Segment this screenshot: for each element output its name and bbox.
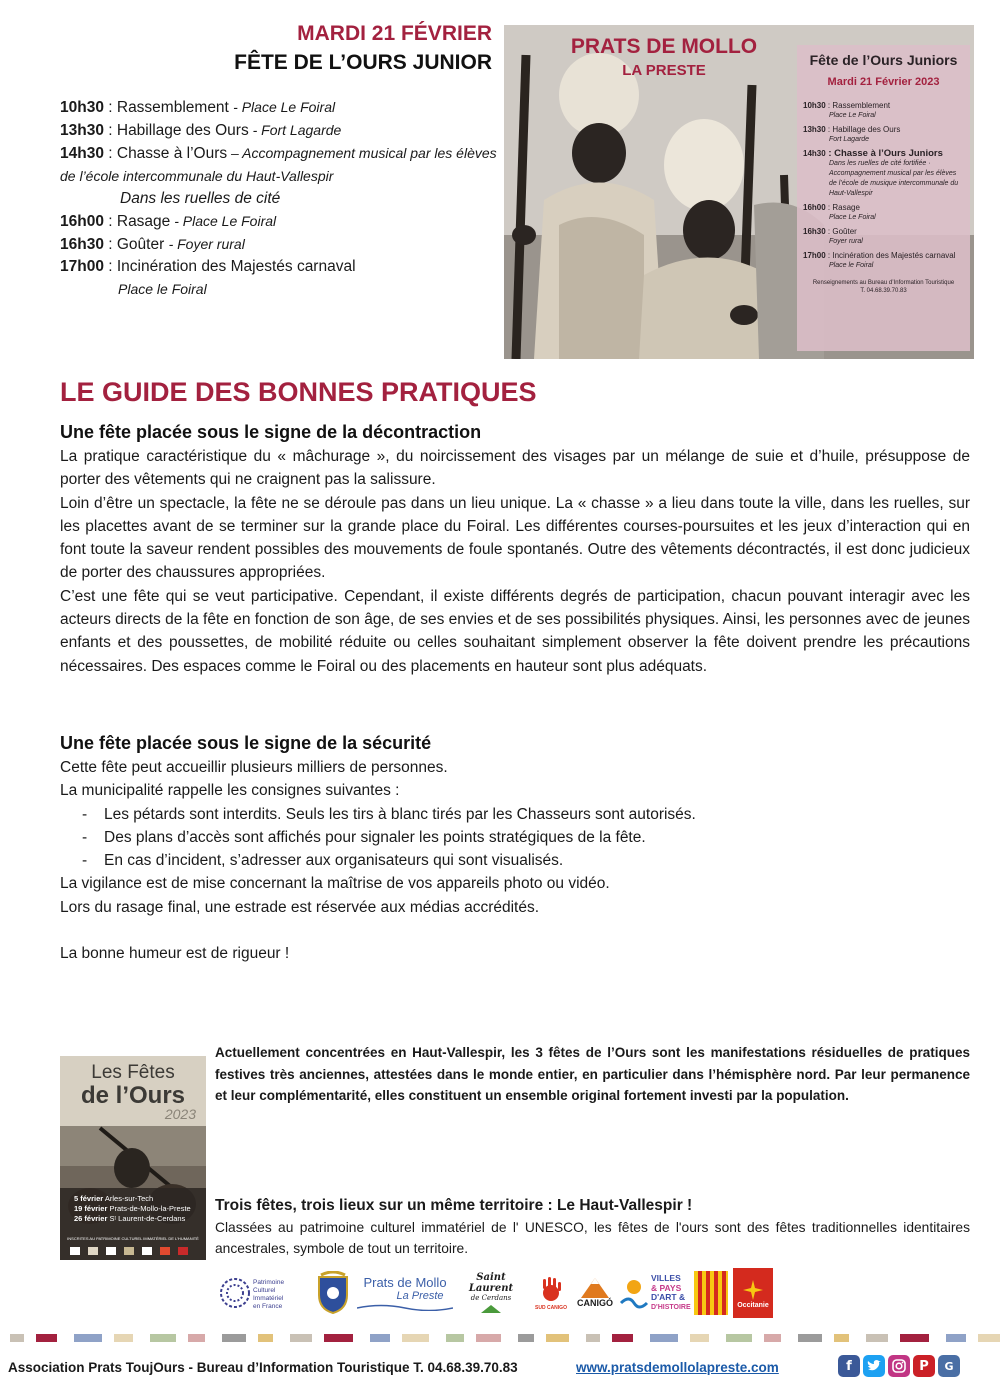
- logo-mediterranee: [619, 1268, 649, 1318]
- google-icon[interactable]: G: [938, 1355, 960, 1377]
- stripe-block: [518, 1334, 534, 1342]
- schedule-label: : Habillage des Ours: [103, 122, 249, 139]
- paragraph: La pratique caractéristique du « mâchurage », du noircissement des visages par un mélange de suie et d’huile, présuppose de porter des vêtements qui ne craignent pas la salissure.: [60, 448, 970, 489]
- poster-row-time: 13h30: [803, 125, 826, 134]
- villes-line4: D'HISTOIRE: [651, 1303, 691, 1311]
- book-place: Sᵗ Laurent-de-Cerdans: [107, 1214, 186, 1223]
- paragraph: Cette fête peut accueillir plusieurs milliers de personnes.: [60, 759, 448, 776]
- poster-row-time: 14h30: [803, 149, 826, 158]
- saint-laurent-line1: Saint: [476, 1271, 506, 1283]
- schedule-time: 10h30: [60, 99, 104, 116]
- schedule-item: [60, 210, 500, 233]
- poster-brand: [544, 33, 784, 81]
- rule-text: En cas d’incident, s’adresser aux organisateurs qui sont visualisés.: [104, 852, 564, 870]
- mountain-icon: [581, 1278, 609, 1298]
- stripe-block: [764, 1334, 781, 1342]
- logo-canigo: [573, 1268, 617, 1318]
- poster-brand-line1: PRATS DE MOLLO: [570, 35, 758, 58]
- poster-card-row: [803, 251, 964, 271]
- stripe-block: [834, 1334, 849, 1342]
- schedule-time: 14h30: [60, 145, 104, 162]
- logo-prats-de-mollo: [355, 1268, 455, 1318]
- paragraph: La vigilance est de mise concernant la maîtrise de vos appareils photo ou vidéo.: [60, 875, 610, 893]
- book-footer: INSCRITES AU PATRIMOINE CULTUREL IMMATÉRIEL DE L’HUMANITÉ: [67, 1236, 199, 1241]
- poster-card-row: [803, 101, 964, 121]
- catalan-stripes-icon: [694, 1271, 728, 1315]
- book-place: Prats-de-Mollo-la-Preste: [107, 1204, 191, 1213]
- sun-wave-icon: [619, 1273, 649, 1313]
- stripe-block: [10, 1334, 24, 1342]
- schedule-label: : Chasse à l’Ours: [103, 145, 228, 162]
- instagram-icon[interactable]: [888, 1355, 910, 1377]
- pci-text-2: Culturel: [253, 1287, 276, 1294]
- stripe-block: [74, 1334, 102, 1342]
- schedule-header: [234, 20, 492, 78]
- schedule-place: - Foyer rural: [168, 236, 245, 252]
- rule-text: Des plans d’accès sont affichés pour signaler les points stratégiques de la fête.: [104, 828, 646, 846]
- stripe-block: [402, 1334, 429, 1342]
- schedule-place: - Place Le Foiral: [233, 99, 336, 115]
- partner-logos: [215, 1268, 973, 1318]
- website-link[interactable]: www.pratsdemollolapreste.com: [576, 1360, 779, 1375]
- poster-card-row: [803, 125, 964, 145]
- schedule-item: [60, 256, 500, 278]
- stripe-block: [150, 1334, 176, 1342]
- rule-bullet: - Des plans d’accès sont affichés pour signaler les points stratégiques de la fête.: [82, 828, 646, 846]
- section-securite-body: [60, 756, 970, 965]
- poster-row-label: : Goûter: [825, 227, 857, 236]
- prats-logo-wave-icon: [357, 1303, 453, 1311]
- twitter-icon[interactable]: [863, 1355, 885, 1377]
- poster-program-card: [797, 45, 970, 351]
- occitan-cross-icon: [741, 1278, 765, 1302]
- schedule-sub: Dans les ruelles de cité: [120, 190, 281, 207]
- facebook-icon[interactable]: f: [838, 1355, 860, 1377]
- stripe-block: [866, 1334, 888, 1342]
- schedule-time: 16h30: [60, 236, 104, 253]
- logo-villes-pays-art-histoire: [651, 1268, 691, 1318]
- paragraph: Loin d’être un spectacle, la fête ne se déroule pas dans un lieu unique. La « chasse » a lieu dans toute la ville, dans les ruelles, sur les placettes avant de se terminer sur la grande place du Foiral. Les différentes courses-poursuites et les jeux d’interaction qui en font toute la saveur rendent possibles des mouvements de foule spontanés. Outre des vêtements décontractés, il est donc judicieux de porter des chaussures appropriées.: [60, 494, 970, 582]
- pci-text-1: Patrimoine: [253, 1279, 285, 1286]
- intro-paragraph: Actuellement concentrées en Haut-Vallespir, les 3 fêtes de l’Ours sont les manifestations résiduelles de pratiques festives très anciennes, attestées dans le monde entier, en particulier dans l’hémisphère nord. Par leur permanence et leur complémentarité, elles constituent un ensemble original fortement investi par la population.: [215, 1045, 970, 1103]
- schedule-label: : Rasage: [103, 213, 171, 230]
- schedule-item: [60, 142, 500, 188]
- poster-row-time: 17h00: [803, 251, 826, 260]
- schedule-place: - Place Le Foiral: [170, 213, 277, 229]
- schedule-list: [60, 96, 500, 300]
- book-title-line2: de l’Ours: [80, 1082, 186, 1109]
- stripe-block: [798, 1334, 822, 1342]
- guide-heading: LE GUIDE DES BONNES PRATIQUES: [60, 377, 537, 407]
- poster-row-label: : Chasse à l’Ours Juniors: [825, 148, 943, 159]
- poster-brand-line2: LA PRESTE: [622, 62, 706, 79]
- pinterest-icon[interactable]: P: [913, 1355, 935, 1377]
- logo-patrimoine-culturel-immateriel: [215, 1268, 310, 1318]
- poster-card-rows: [803, 101, 964, 271]
- poster-row-label: : Incinération des Majestés carnaval: [825, 251, 956, 260]
- poster-card-row: [803, 227, 964, 247]
- schedule-label: : Incinération des Majestés carnaval: [103, 258, 356, 275]
- schedule-title: FÊTE DE L’OURS JUNIOR: [234, 51, 492, 74]
- poster-row-sub: Place Le Foiral: [829, 112, 876, 119]
- book-date: 19 février: [74, 1204, 108, 1213]
- logo-saint-laurent-de-cerdans: [455, 1268, 527, 1318]
- stripe-block: [650, 1334, 678, 1342]
- pci-emblem-icon: [215, 1270, 310, 1316]
- stripe-block: [188, 1334, 205, 1342]
- poster-row-sub: Place Le Foiral: [829, 214, 876, 221]
- villes-line2: & PAYS: [651, 1282, 682, 1293]
- poster-row-label: : Rassemblement: [825, 101, 891, 110]
- occitanie-text: Occitanie: [737, 1301, 769, 1309]
- villes-line3: D'ART &: [651, 1292, 686, 1302]
- paragraph: La municipalité rappelle les consignes suivantes :: [60, 782, 400, 800]
- poster-footer-line1: Renseignements au Bureau d’Information Touristique: [812, 280, 955, 286]
- stripe-block: [222, 1334, 246, 1342]
- book-date: 26 février: [74, 1214, 108, 1223]
- stripe-block: [690, 1334, 709, 1342]
- section-title-decontraction: Une fête placée sous le signe de la décontraction: [60, 422, 482, 442]
- social-icons: [838, 1355, 960, 1381]
- hand-print-icon: [536, 1275, 566, 1305]
- book-date-row: [74, 1194, 191, 1204]
- saint-laurent-leaf-icon: [479, 1303, 503, 1315]
- book-partner-logos: [66, 1246, 200, 1256]
- stripe-block: [446, 1334, 464, 1342]
- stripe-block: [36, 1334, 57, 1342]
- saint-laurent-line2: Laurent: [468, 1282, 514, 1294]
- stripe-block: [114, 1334, 133, 1342]
- decorative-color-stripe: [0, 1333, 1000, 1343]
- pci-text-4: en France: [253, 1303, 283, 1310]
- paragraph: C’est une fête qui se veut participative. Cependant, il existe différents degrés de participation, chacun pouvant interagir avec les acteurs directs de la fête en fonction de son âge, de ses envies et de ses possibilités physiques. Ainsi, les personnes avec de jeunes enfants et des poussettes, de mobilité réduite ou celles souhaitant simplement observer la fête doivent prendre les précautions nécessaires. Des espaces comme le Foiral ou des placements en hauteur sont plus adéquats.: [60, 587, 970, 675]
- rule-bullet: - En cas d’incident, s’adresser aux organisateurs qui sont visualisés.: [82, 852, 564, 870]
- closing-line: La bonne humeur est de rigueur !: [60, 945, 290, 963]
- schedule-item: [60, 233, 500, 256]
- book-title-line1: Les Fêtes: [91, 1062, 175, 1083]
- poster-row-sub: Foyer rural: [829, 238, 863, 245]
- stripe-block: [290, 1334, 312, 1342]
- section-decontraction-body: [60, 445, 970, 678]
- schedule-label: : Goûter: [103, 236, 169, 253]
- poster-card-date: Mardi 21 Février 2023: [827, 76, 940, 88]
- logo-prats-coat-of-arms: [315, 1268, 351, 1318]
- stripe-block: [324, 1334, 353, 1342]
- logo-pyrenees-orientales: [693, 1268, 729, 1318]
- poster-card-row: [803, 203, 964, 223]
- stripe-block: [476, 1334, 501, 1342]
- stripe-block: [546, 1334, 569, 1342]
- book-place: Arles-sur-Tech: [103, 1194, 154, 1203]
- logo-sud-canigo: [533, 1268, 569, 1318]
- schedule-place: – Accompagnement musical par les élèves de l’école intercommunale du Haut-Vallespir: [60, 145, 497, 184]
- poster-row-time: 16h00: [803, 203, 826, 212]
- footer-association: Association Prats ToujOurs - Bureau d’Information Touristique T. 04.68.39.70.83: [8, 1360, 518, 1375]
- schedule-date: MARDI 21 FÉVRIER: [297, 22, 492, 45]
- poster-row-label: : Rasage: [825, 203, 860, 212]
- poster-row-time: 10h30: [803, 101, 826, 110]
- stripe-block: [946, 1334, 966, 1342]
- poster-row-time: 16h30: [803, 227, 826, 236]
- book-year: 2023: [164, 1106, 196, 1122]
- villes-line1: VILLES: [651, 1273, 681, 1283]
- schedule-item: [60, 96, 500, 119]
- schedule-item: [60, 119, 500, 142]
- paragraph: Lors du rasage final, une estrade est réservée aux médias accrédités.: [60, 898, 540, 916]
- book-date: 5 février: [74, 1194, 104, 1203]
- stripe-block: [612, 1334, 633, 1342]
- schedule-place: - Fort Lagarde: [248, 122, 342, 138]
- poster-card-row: [803, 149, 964, 199]
- poster-card-title: Fête de l’Ours Juniors: [809, 52, 958, 68]
- prats-logo-line1: Prats de Mollo: [363, 1275, 447, 1290]
- logo-occitanie: [733, 1268, 773, 1318]
- saint-laurent-line3: de Cerdans: [470, 1293, 512, 1302]
- poster-row-sub: Dans les ruelles de cité fortifiée · Accompagnement musical par les élèves de l’école de musique intercommunale du Haut-Vallespir: [829, 160, 959, 197]
- schedule-label: : Rassemblement: [103, 99, 234, 116]
- stripe-block: [370, 1334, 390, 1342]
- poster-footer-line2: T. 04.68.39.70.83: [860, 288, 907, 294]
- prats-logo-line2: La Preste: [396, 1290, 444, 1302]
- schedule-time: 17h00: [60, 258, 104, 275]
- book-date-row: [74, 1214, 191, 1224]
- canigo-text: CANIGÓ: [577, 1298, 613, 1308]
- book-dates: [74, 1194, 191, 1224]
- rule-bullet: - Les pétards sont interdits. Seuls les tirs à blanc tirés par les Chasseurs sont autorisés.: [82, 805, 696, 823]
- stripe-block: [258, 1334, 273, 1342]
- stripe-block: [586, 1334, 600, 1342]
- poster-row-sub: Place le Foiral: [829, 262, 874, 269]
- poster-card-footer: [803, 279, 964, 295]
- sud-canigo-text: SUD CANIGO: [535, 1305, 567, 1311]
- poster-row-sub: Fort Lagarde: [829, 136, 870, 143]
- stripe-block: [726, 1334, 752, 1342]
- event-poster: [504, 25, 974, 359]
- trois-fetes-text: Classées au patrimoine culturel immatériel de l' UNESCO, les fêtes de l'ours sont des fêtes traditionnelles identitaires ancestrales, symbole de tout un territoire.: [215, 1220, 970, 1256]
- coat-of-arms-icon: [315, 1271, 351, 1315]
- fetes-ours-book-cover: [60, 1056, 206, 1260]
- trois-fetes-title: Trois fêtes, trois lieux sur un même territoire : Le Haut-Vallespir !: [215, 1197, 693, 1214]
- book-date-row: [74, 1204, 191, 1214]
- stripe-block: [978, 1334, 1000, 1342]
- schedule-time: 16h00: [60, 213, 104, 230]
- stripe-block: [900, 1334, 929, 1342]
- schedule-time: 13h30: [60, 122, 104, 139]
- section-title-securite: Une fête placée sous le signe de la sécurité: [60, 733, 432, 753]
- rule-text: Les pétards sont interdits. Seuls les tirs à blanc tirés par les Chasseurs sont autorisés.: [104, 805, 696, 823]
- schedule-sub: Place le Foiral: [118, 281, 207, 297]
- poster-row-label: : Habillage des Ours: [825, 125, 901, 134]
- pci-text-3: Immatériel: [253, 1295, 284, 1302]
